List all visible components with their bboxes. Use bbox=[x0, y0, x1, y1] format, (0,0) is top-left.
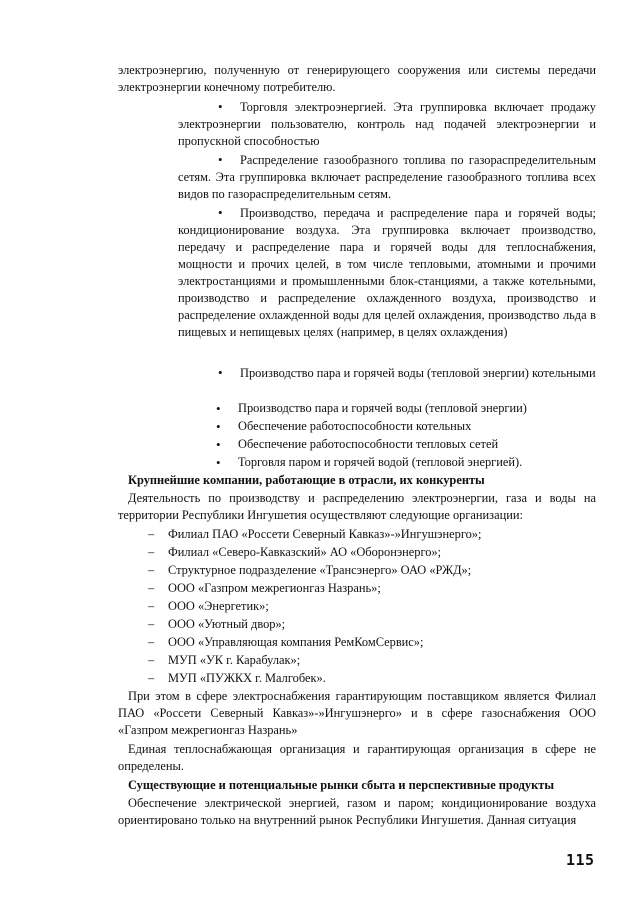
dash-marker: – bbox=[148, 581, 155, 595]
dash-marker: – bbox=[148, 563, 155, 577]
bullet-icon bbox=[178, 151, 240, 169]
bullet-icon bbox=[216, 454, 221, 472]
bullet-item: • Обеспечение работоспособности котельных bbox=[238, 418, 471, 435]
page-number: 115 bbox=[566, 851, 595, 869]
company-item: – Структурное подразделение «Трансэнерго» ОАО «РЖД»; bbox=[148, 563, 472, 577]
bullet-icon bbox=[216, 436, 221, 454]
dash-marker: – bbox=[148, 671, 155, 685]
bullet-paragraph-gas: •Распределение газообразного топлива по газораспределительным сетям. Эта группировка включает распределение газообразного топлива всех видов по газораспределительным сетям. bbox=[178, 151, 596, 203]
heading-markets: Существующие и потенциальные рынки сбыта и перспективные продукты bbox=[128, 778, 555, 792]
company-item: – ООО «Газпром межрегионгаз Назрань»; bbox=[148, 581, 381, 595]
bullet-item: • Обеспечение работоспособности тепловых сетей bbox=[238, 436, 498, 453]
bullet-paragraph-steam: •Производство, передача и распределение пара и горячей воды; кондиционирование воздуха. Эта группировка включает производство, передачу и распределение пара и горячей воды для теплоснабжения, мощности и прочих целей, в том числе тепловыми, атомными и прочими электростанциями и промышленными блок-станциями, а также котельными, производство и распределение охлажденного воздуха, производство и распределение охлажденной воды для целей охлаждения, производство льда в пищевых и непищевых целях (например, в целях охлаждения) bbox=[178, 204, 596, 341]
bullet-paragraph-trade: •Торговля электроэнергией. Эта группировка включает продажу электроэнергии пользователю, контроль над подачей электроэнергии и пропускной способностью bbox=[178, 98, 596, 150]
bullet-paragraph-boilers: •Производство пара и горячей воды (тепловой энергии) котельными bbox=[178, 364, 596, 382]
markets-paragraph: Обеспечение электрической энергией, газом и паром; кондиционирование воздуха ориентировано только на внутренний рынок Республики Ингушетия. Данная ситуация bbox=[118, 796, 596, 827]
bullet-icon bbox=[178, 364, 240, 382]
bullet-icon bbox=[178, 98, 240, 116]
dash-marker: – bbox=[148, 527, 155, 541]
dash-marker: – bbox=[148, 653, 155, 667]
companies-intro: Деятельность по производству и распределению электроэнергии, газа и воды на территории Республики Ингушетия осуществляют следующие организации: bbox=[118, 491, 596, 522]
company-item: – ООО «Энергетик»; bbox=[148, 599, 269, 613]
company-item: – Филиал ПАО «Россети Северный Кавказ»-»Ингушэнерго»; bbox=[148, 527, 482, 541]
bullet-icon bbox=[178, 204, 240, 222]
dash-marker: – bbox=[148, 599, 155, 613]
dash-marker: – bbox=[148, 617, 155, 631]
heat-supply-paragraph: Единая теплоснабжающая организация и гарантирующая организация в сфере не определены. bbox=[118, 742, 596, 773]
top-paragraph: электроэнергию, полученную от генерирующего сооружения или системы передачи электроэнергии конечному потребителю. bbox=[118, 63, 596, 94]
company-item: – МУП «УК г. Карабулак»; bbox=[148, 653, 301, 667]
company-item: – Филиал «Северо-Кавказский» АО «Оборонэнерго»; bbox=[148, 545, 442, 559]
dash-marker: – bbox=[148, 545, 155, 559]
company-item: – ООО «Управляющая компания РемКомСервис»; bbox=[148, 635, 424, 649]
bullet-icon bbox=[216, 400, 221, 418]
dash-marker: – bbox=[148, 635, 155, 649]
bullet-icon bbox=[216, 418, 221, 436]
bullet-item: • Торговля паром и горячей водой (тепловой энергией). bbox=[238, 454, 522, 471]
guarantee-paragraph: При этом в сфере электроснабжения гарантирующим поставщиком является Филиал ПАО «Россети Северный Кавказ»-»Ингушэнерго» и в сфере газоснабжения ООО «Газпром межрегионгаз Назрань» bbox=[118, 689, 596, 737]
company-item: – ООО «Уютный двор»; bbox=[148, 617, 286, 631]
bullet-item: • Производство пара и горячей воды (тепловой энергии) bbox=[238, 400, 527, 417]
company-item: – МУП «ПУЖКХ г. Малгобек». bbox=[148, 671, 326, 685]
heading-companies: Крупнейшие компании, работающие в отрасли, их конкуренты bbox=[128, 473, 485, 487]
